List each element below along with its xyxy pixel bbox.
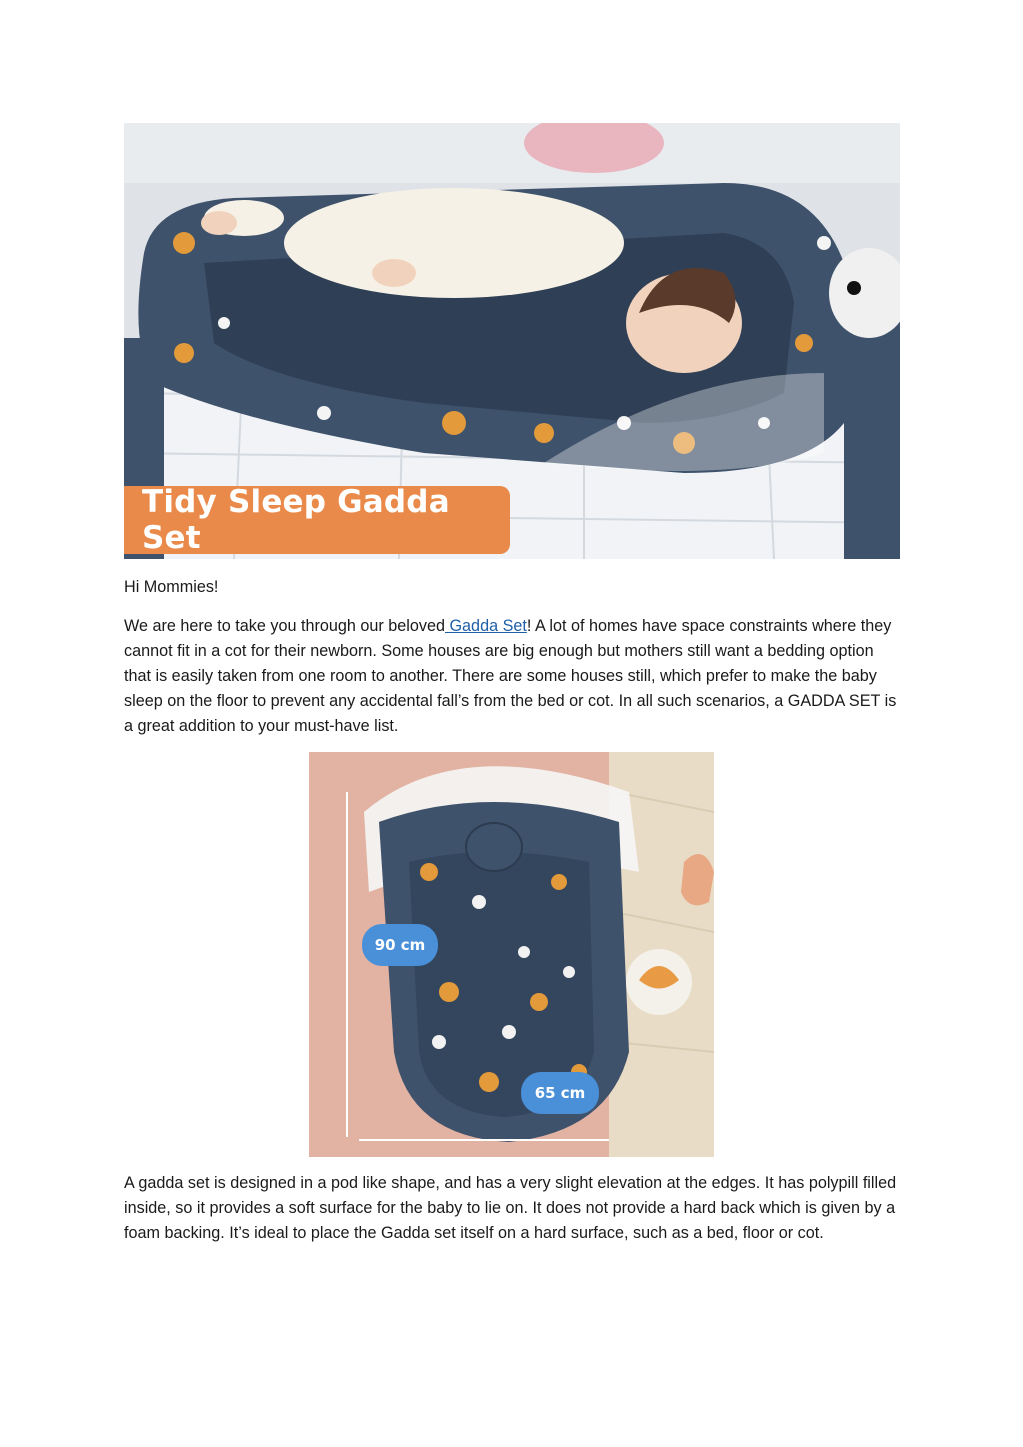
height-label: 90 cm xyxy=(362,924,438,966)
gadda-set-link[interactable]: Gadda Set xyxy=(444,617,527,635)
intro-text-start: We are here to take you through our beloved xyxy=(124,617,445,635)
hero-image xyxy=(124,123,900,559)
hero-banner: Tidy Sleep Gadda Set xyxy=(124,486,510,554)
greeting: Hi Mommies! xyxy=(124,578,219,596)
product-dimensions-image xyxy=(309,752,714,1157)
description-paragraph: A gadda set is designed in a pod like shape, and has a very slight elevation at the edges. It has polypill filled inside, so it provides a soft surface for the baby to lie on. It does not provide a hard back which is given by a foam backing. It’s ideal to place the Gadda set itself on a hard surface, such as a bed, floor or cot. xyxy=(124,1174,897,1242)
intro-text-end: ! A lot of homes have space constraints where they cannot fit in a cot for their newborn. Some houses are big enough but mothers still want a bedding option that is easily taken from one room to another. There are some houses still, which prefer to make the baby sleep on the floor to prevent any accidental fall’s from the bed or cot. In all such scenarios, a GADDA SET is a great addition to your must-have list. xyxy=(124,617,897,735)
intro-paragraph xyxy=(124,614,904,739)
width-label: 65 cm xyxy=(521,1072,599,1114)
